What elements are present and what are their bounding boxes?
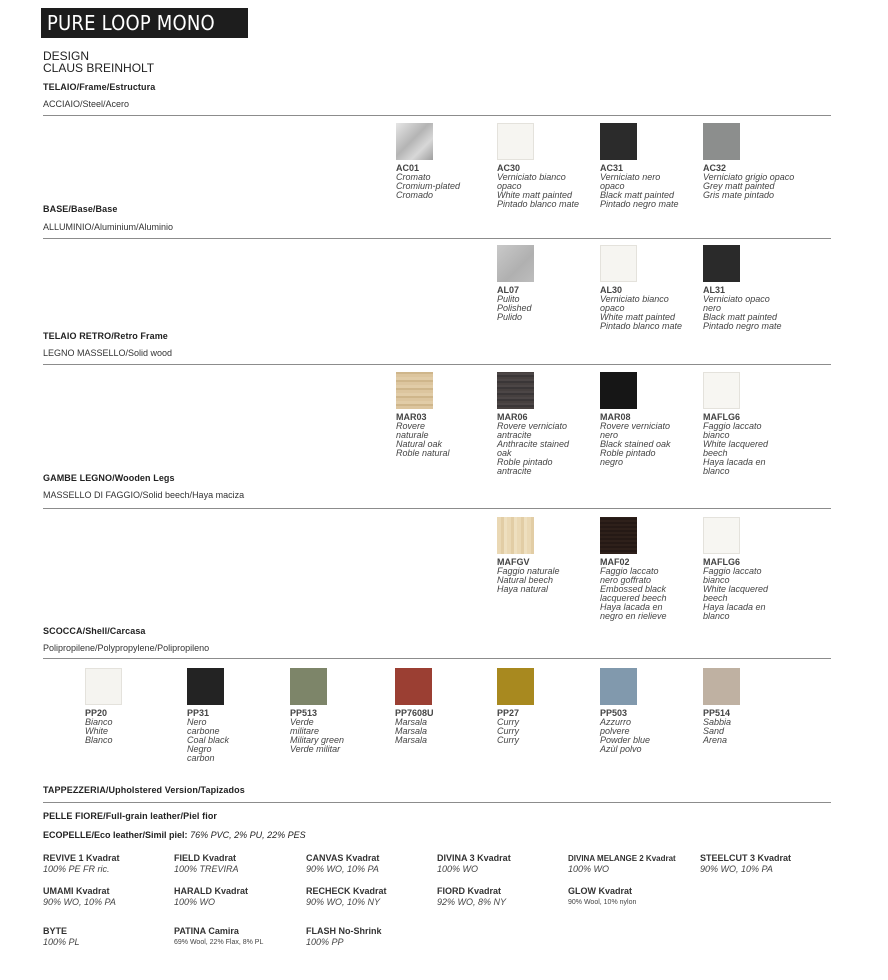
fabric-name: CANVAS Kvadrat (306, 853, 380, 863)
swatch-desc: Faggio naturale (497, 566, 560, 576)
swatch-desc: Bianco (85, 717, 113, 727)
swatch-desc: Anthracite stained (497, 439, 570, 449)
swatch-code: AC31 (600, 163, 624, 173)
color-swatch (703, 245, 740, 282)
swatch-desc: Grey matt painted (703, 181, 775, 191)
swatch-desc: Pintado blanco mate (497, 199, 580, 209)
fabric-name: DIVINA 3 Kvadrat (437, 853, 511, 863)
swatch-code: PP514 (703, 708, 731, 718)
swatch-desc: Pintado blanco mate (600, 321, 683, 331)
swatch-desc: White matt painted (600, 312, 676, 322)
swatch-desc: Rovere verniciato (600, 421, 671, 431)
ecopelle-title: ECOPELLE/Eco leather/Simil piel: (43, 830, 188, 840)
swatch-desc: White matt painted (497, 190, 573, 200)
swatch-item (703, 372, 803, 476)
fabric-composition: 90% WO, 10% PA (43, 897, 116, 907)
color-swatch (703, 372, 740, 409)
fabric-composition: 100% TREVIRA (174, 864, 239, 874)
fabric-name: STEELCUT 3 Kvadrat (700, 853, 792, 863)
designer-name: CLAUS BREINHOLT (43, 61, 155, 75)
swatch-desc: Pulito (497, 294, 520, 304)
swatch-item (497, 517, 597, 594)
swatch-desc: Verniciato bianco (600, 294, 669, 304)
swatch-desc: beech (703, 593, 728, 603)
swatch-item (600, 517, 700, 621)
color-swatch (497, 245, 534, 282)
swatch-item (395, 668, 495, 745)
color-swatch (497, 372, 534, 409)
swatch-code: AC32 (703, 163, 727, 173)
swatch-code: MAR08 (600, 412, 631, 422)
section-title-retro: TELAIO RETRO/Retro Frame (43, 331, 168, 341)
fabric-item (437, 853, 567, 875)
swatch-desc: Pintado negro mate (703, 321, 782, 331)
color-swatch (703, 668, 740, 705)
swatch-desc: Rovere (396, 421, 426, 431)
swatch-desc: Verde (290, 717, 314, 727)
swatch-desc: White lacquered (703, 584, 769, 594)
color-swatch (187, 668, 224, 705)
swatch-desc: Curry (497, 726, 519, 736)
swatch-desc: Gris mate pintado (703, 190, 775, 200)
swatch-desc: nero (703, 303, 722, 313)
swatch-desc: Azùl polvo (600, 744, 642, 754)
fabric-item (306, 853, 436, 875)
swatch-desc: Verniciato nero (600, 172, 661, 182)
swatch-desc: Natural oak (396, 439, 443, 449)
fabric-item (568, 853, 698, 875)
color-swatch (703, 517, 740, 554)
fabric-composition: 90% Wool, 10% nylon (568, 899, 637, 906)
swatch-item (600, 372, 700, 467)
swatch-desc: Black matt painted (600, 190, 675, 200)
fabric-name: BYTE (43, 926, 68, 936)
section-sub-scocca: Polipropilene/Polypropylene/Polipropileno (43, 643, 210, 653)
swatch-item (396, 372, 496, 458)
swatch-desc: Pintado negro mate (600, 199, 679, 209)
swatch-desc: Faggio laccato (703, 421, 762, 431)
color-swatch (290, 668, 327, 705)
fabric-name: FIELD Kvadrat (174, 853, 237, 863)
fabric-item (306, 886, 436, 908)
fabric-name: HARALD Kvadrat (174, 886, 249, 896)
swatch-desc: lacquered beech (600, 593, 667, 603)
swatch-desc: Marsala (395, 735, 428, 745)
section-sub-base: ALLUMINIO/Aluminium/Aluminio (43, 222, 174, 232)
swatch-desc: negro (600, 457, 624, 467)
swatch-code: MAFLG6 (703, 557, 740, 567)
fabric-name: PATINA Camira (174, 926, 239, 936)
swatch-code: MAF02 (600, 557, 630, 567)
swatch-code: AL30 (600, 285, 623, 295)
fabric-item (174, 853, 304, 875)
swatch-desc: beech (703, 448, 728, 458)
swatch-desc: Faggio laccato (600, 566, 659, 576)
swatch-desc: Military green (290, 735, 345, 745)
swatch-desc: Black stained oak (600, 439, 671, 449)
fabric-composition: 100% WO (437, 864, 479, 874)
fabric-composition: 100% WO (568, 864, 610, 874)
swatch-desc: Pulido (497, 312, 523, 322)
swatch-code: AC30 (497, 163, 521, 173)
swatch-desc: militare (290, 726, 320, 736)
section-title-base: BASE/Base/Base (43, 204, 118, 214)
swatch-code: AC01 (396, 163, 420, 173)
fabric-composition: 90% WO, 10% PA (306, 864, 379, 874)
swatch-desc: naturale (396, 430, 429, 440)
swatch-desc: Marsala (395, 726, 428, 736)
swatch-desc: nero goffrato (600, 575, 652, 585)
color-swatch (396, 123, 433, 160)
swatch-desc: Haya lacada en (600, 602, 663, 612)
swatch-code: PP20 (85, 708, 108, 718)
swatch-desc: Azzurro (600, 717, 632, 727)
swatch-code: AL07 (497, 285, 520, 295)
fabric-item (174, 926, 304, 948)
swatch-desc: Verniciato bianco (497, 172, 566, 182)
swatch-desc: blanco (703, 611, 730, 621)
divider (43, 364, 831, 365)
swatch-desc: carbone (187, 726, 220, 736)
design-label: DESIGN (43, 49, 90, 63)
color-swatch (600, 245, 637, 282)
fabric-composition: 100% PE FR ric. (43, 864, 110, 874)
fabric-composition: 92% WO, 8% NY (437, 897, 507, 907)
fabric-name: FLASH No-Shrink (306, 926, 382, 936)
swatch-item (600, 668, 700, 754)
swatch-code: PP31 (187, 708, 210, 718)
swatch-desc: White (85, 726, 109, 736)
swatch-desc: Polished (497, 303, 532, 313)
swatch-desc: Verde militar (290, 744, 341, 754)
swatch-desc: Rovere verniciato (497, 421, 568, 431)
color-swatch (600, 668, 637, 705)
page-title: PURE LOOP MONO (41, 8, 248, 38)
swatch-item (497, 668, 597, 745)
swatch-desc: Haya natural (497, 584, 549, 594)
fabric-composition: 100% WO (174, 897, 216, 907)
swatch-desc: Nero (187, 717, 207, 727)
swatch-desc: Verniciato opaco (703, 294, 770, 304)
section-title-tappezzeria: TAPPEZZERIA/Upholstered Version/Tapizados (43, 785, 245, 795)
swatch-item (396, 123, 496, 200)
fabric-composition: 100% PP (306, 937, 344, 947)
swatch-desc: Curry (497, 717, 519, 727)
swatch-desc: Coal black (187, 735, 230, 745)
swatch-desc: Marsala (395, 717, 428, 727)
fabric-composition: 69% Wool, 22% Flax, 8% PL (174, 939, 264, 946)
divider (43, 238, 831, 239)
swatch-desc: Sand (703, 726, 725, 736)
swatch-desc: opaco (497, 181, 522, 191)
swatch-item (703, 245, 803, 331)
swatch-desc: Cromato (396, 172, 431, 182)
swatch-item (497, 245, 597, 322)
color-swatch (497, 668, 534, 705)
swatch-desc: Black matt painted (703, 312, 778, 322)
fabric-item (306, 926, 436, 948)
swatch-item (600, 123, 700, 209)
swatch-desc: opaco (600, 181, 625, 191)
swatch-item (497, 123, 597, 209)
swatch-desc: Haya lacada en (703, 457, 766, 467)
swatch-desc: Haya lacada en (703, 602, 766, 612)
swatch-item (290, 668, 390, 754)
section-title-gambe: GAMBE LEGNO/Wooden Legs (43, 473, 175, 483)
swatch-desc: carbon (187, 753, 215, 763)
fabric-name: RECHECK Kvadrat (306, 886, 387, 896)
color-swatch (600, 123, 637, 160)
swatch-desc: Cromium-plated (396, 181, 461, 191)
swatch-code: MAFGV (497, 557, 530, 567)
swatch-desc: Cromado (396, 190, 434, 200)
ecopelle-comp: 76% PVC, 2% PU, 22% PES (190, 830, 306, 840)
divider (43, 658, 831, 659)
swatch-desc: negro en rielieve (600, 611, 667, 621)
swatch-desc: Powder blue (600, 735, 651, 745)
fabric-name: GLOW Kvadrat (568, 886, 633, 896)
section-sub-gambe: MASSELLO DI FAGGIO/Solid beech/Haya maciza (43, 490, 245, 500)
section-sub-retro: LEGNO MASSELLO/Solid wood (43, 348, 173, 358)
swatch-desc: Embossed black (600, 584, 667, 594)
swatch-code: PP7608U (395, 708, 434, 718)
swatch-desc: opaco (600, 303, 625, 313)
swatch-desc: Negro (187, 744, 212, 754)
swatch-desc: polvere (600, 726, 630, 736)
swatch-code: MAR03 (396, 412, 427, 422)
fabric-composition: 90% WO, 10% NY (306, 897, 381, 907)
section-title-telaio: TELAIO/Frame/Estructura (43, 82, 156, 92)
color-swatch (600, 517, 637, 554)
swatch-desc: Roble pintado (600, 448, 656, 458)
color-swatch (600, 372, 637, 409)
swatch-desc: Verniciato grigio opaco (703, 172, 795, 182)
divider (43, 802, 831, 803)
section-title-scocca: SCOCCA/Shell/Carcasa (43, 626, 146, 636)
fabric-item (174, 886, 304, 908)
swatch-desc: bianco (703, 575, 730, 585)
swatch-desc: blanco (703, 466, 730, 476)
ecopelle-line (43, 830, 306, 840)
fabric-name: UMAMI Kvadrat (43, 886, 110, 896)
color-swatch (497, 123, 534, 160)
swatch-code: AL31 (703, 285, 726, 295)
swatch-code: PP503 (600, 708, 628, 718)
color-swatch (85, 668, 122, 705)
swatch-code: PP513 (290, 708, 318, 718)
swatch-desc: Roble pintado (497, 457, 553, 467)
section-title-pelle: PELLE FIORE/Full-grain leather/Piel fior (43, 811, 218, 821)
swatch-desc: White lacquered (703, 439, 769, 449)
fabric-item (43, 853, 173, 875)
fabric-item (568, 886, 698, 908)
swatch-desc: Faggio laccato (703, 566, 762, 576)
swatch-desc: antracite (497, 466, 532, 476)
fabric-item (43, 886, 173, 908)
color-swatch (395, 668, 432, 705)
swatch-code: MAFLG6 (703, 412, 740, 422)
color-swatch (396, 372, 433, 409)
swatch-desc: Arena (703, 735, 728, 745)
swatch-desc: Curry (497, 735, 519, 745)
swatch-desc: bianco (703, 430, 730, 440)
fabric-item (43, 926, 173, 948)
swatch-desc: Sabbia (703, 717, 732, 727)
swatch-item (187, 668, 287, 763)
swatch-item (497, 372, 597, 476)
swatch-item (600, 245, 700, 331)
fabric-name: REVIVE 1 Kvadrat (43, 853, 120, 863)
swatch-desc: oak (497, 448, 512, 458)
swatch-item (85, 668, 185, 745)
swatch-code: PP27 (497, 708, 520, 718)
swatch-item (703, 517, 803, 621)
fabric-composition: 100% PL (43, 937, 80, 947)
swatch-item (703, 668, 803, 745)
swatch-desc: antracite (497, 430, 532, 440)
swatch-item (703, 123, 803, 200)
swatch-code: MAR06 (497, 412, 528, 422)
designer-block (43, 50, 154, 74)
swatch-desc: Blanco (85, 735, 113, 745)
swatch-desc: nero (600, 430, 619, 440)
swatch-desc: Roble natural (396, 448, 450, 458)
fabric-name: DIVINA MELANGE 2 Kvadrat (568, 854, 676, 863)
swatch-desc: Natural beech (497, 575, 554, 585)
section-sub-telaio: ACCIAIO/Steel/Acero (43, 99, 130, 109)
fabric-item (437, 886, 567, 908)
color-swatch (703, 123, 740, 160)
fabric-name: FIORD Kvadrat (437, 886, 502, 896)
fabric-item (700, 853, 830, 875)
divider (43, 115, 831, 116)
fabric-composition: 90% WO, 10% PA (700, 864, 773, 874)
color-swatch (497, 517, 534, 554)
divider (43, 508, 831, 509)
